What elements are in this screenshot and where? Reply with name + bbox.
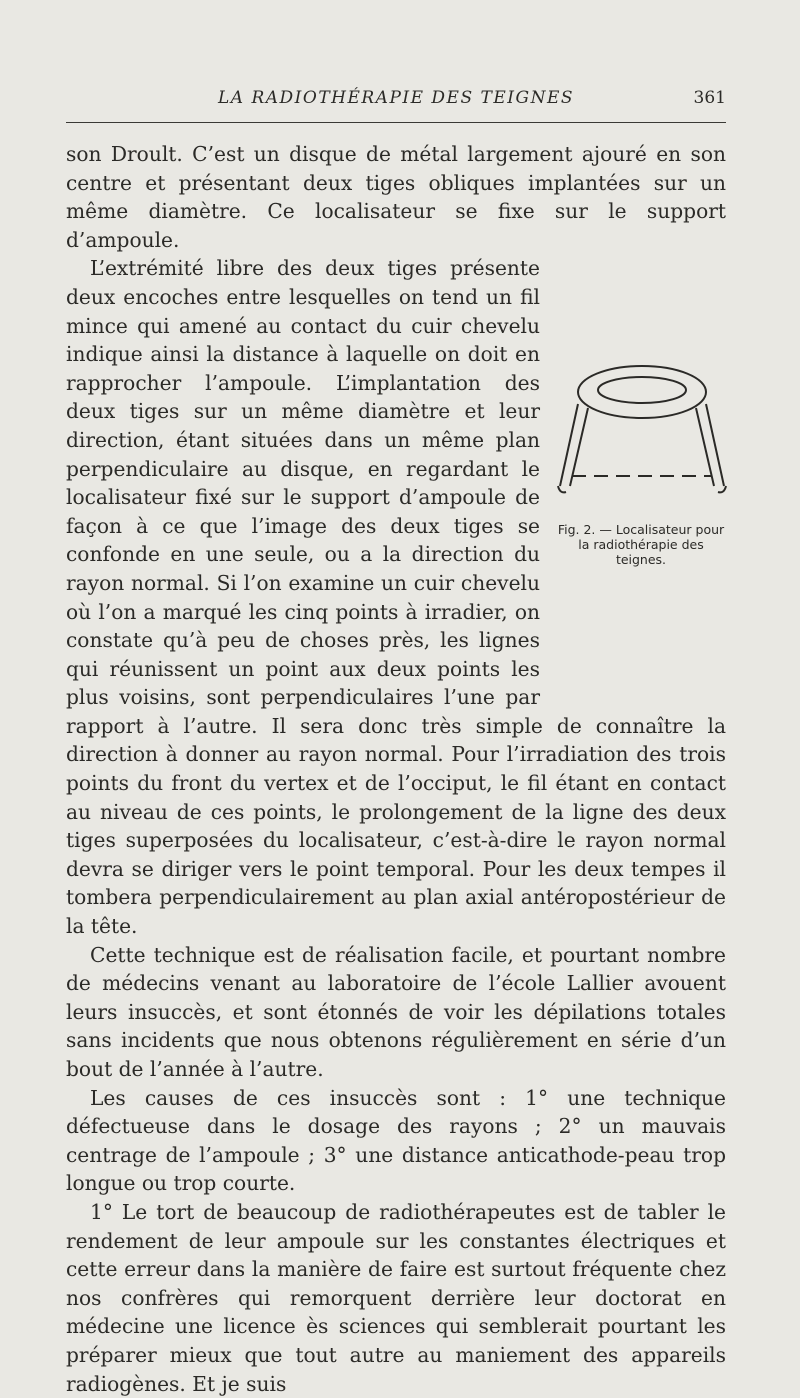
running-head: LA RADIOTHÉRAPIE DES TEIGNES — [217, 88, 574, 108]
paragraph-1: son Droult. C’est un disque de métal largement ajouré en son centre et présentant deux tiges obliques implantées sur un même diamètre. Ce localisateur se fixe sur le support d’ampoule. — [66, 142, 726, 252]
paragraph-5: 1° Le tort de beaucoup de radiothérapeutes est de tabler le rendement de leur ampoule sur les constantes électriques et cette erreur dans la manière de faire est surtout fréquente chez nos confrères qui remorquent derrière leur doctorat en médecine une licence ès sciences qui semblerait pourtant les préparer mieux que tout autre au maniement des appareils radiogènes. Et je suis — [66, 1199, 726, 1396]
page-number: 361 — [693, 88, 726, 108]
paragraph-2: L’extrémité libre des deux tiges présente deux encoches entre lesquelles on tend un fil mince qui amené au contact du cuir chevelu indique ainsi la distance à laquelle on doit en rapprocher l’ampoule. L’implantation des deux tiges sur un même diamètre et leur direction, étant situées dans un même plan perpendiculaire au disque, en regardant le localisateur fixé sur le support d’ampoule de façon à ce que l’image des deux tiges se confonde en une seule, ou a la direction du rayon normal. Si l’on examine un cuir chevelu où l’on a marqué les cinq points à irradier, on constate qu’à peu de choses près, les lignes qui réunissent un point aux deux points les plus voisins, sont perpendiculaires l’une par rapport à l’autre. Il sera donc très simple de connaître la direction à donner au rayon normal. Pour l’irradiation des trois points du front du vertex et de l’occiput, le fil étant en contact au niveau de ces points, le prolongement de la ligne des deux tiges superposées du localisateur, c’est-à-dire le rayon normal devra se diriger vers le point temporal. Pour les deux tempes il tombera perpendiculairement au plan axial antéropostérieur de la tête. — [66, 256, 726, 939]
figure-2 — [552, 338, 730, 684]
page-header — [66, 86, 726, 123]
body-text — [66, 140, 726, 1398]
paragraph-3: Cette technique est de réalisation facile, et pourtant nombre de médecins venant au laboratoire de l’école Lallier avouent leurs insuccès, et sont étonnés de voir les dépilations totales sans incidents que nous obtenons régulièrement en série d’un bout de l’année à l’autre. — [66, 942, 726, 1081]
paragraph-4: Les causes de ces insuccès sont : 1° une technique défectueuse dans le dosage des rayons ; 2° un mauvais centrage de l’ampoule ; 3° une distance anticathode-peau trop longue ou trop courte. — [66, 1085, 726, 1196]
figure-caption: Fig. 2. — Localisateur pour la radiothérapie des teignes. — [557, 522, 725, 568]
localisateur-illustration — [552, 358, 730, 508]
